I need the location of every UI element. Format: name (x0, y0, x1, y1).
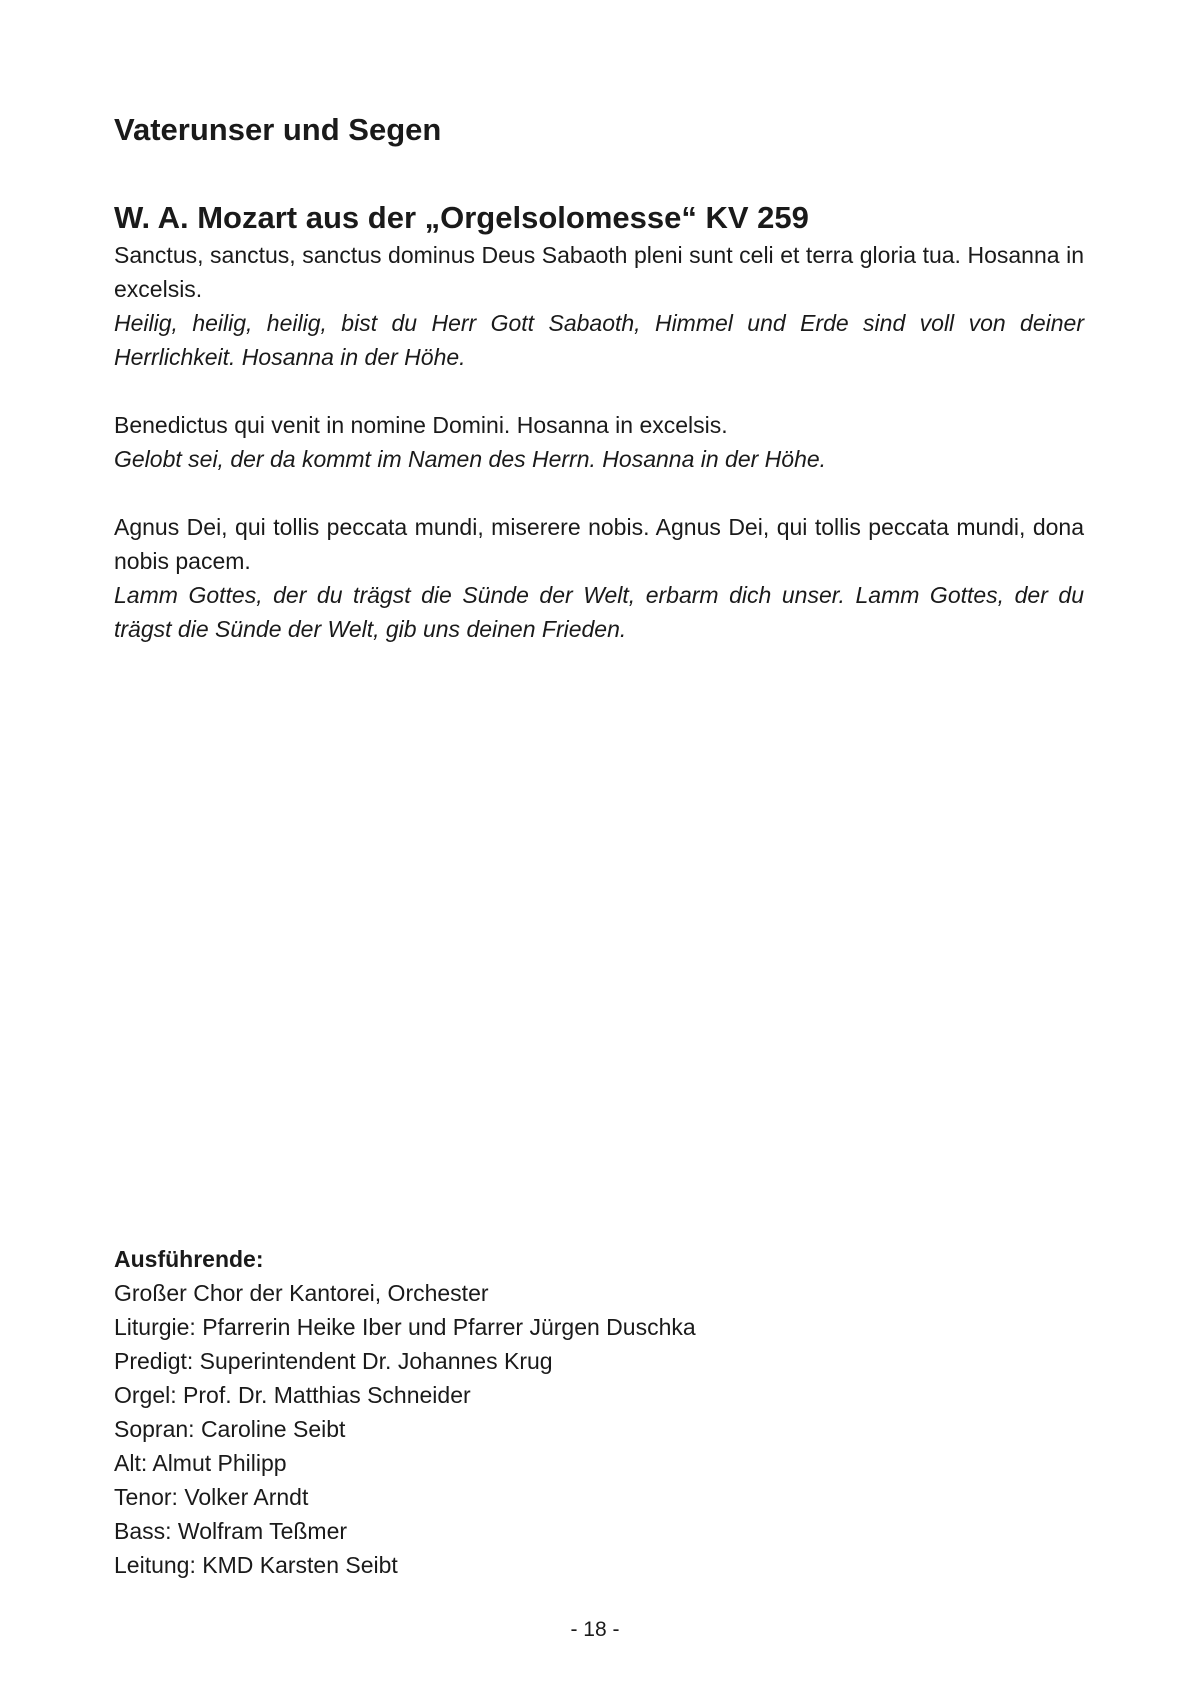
performer-line: Sopran: Caroline Seibt (114, 1416, 346, 1442)
latin-text-agnus-dei: Agnus Dei, qui tollis peccata mundi, miserere nobis. Agnus Dei, qui tollis peccata mundi, dona nobis pacem. (114, 514, 1084, 574)
german-text-benedictus: Gelobt sei, der da kommt im Namen des Herrn. Hosanna in der Höhe. (114, 446, 827, 472)
latin-text-sanctus: Sanctus, sanctus, sanctus dominus Deus Sabaoth pleni sunt celi et terra gloria tua. Hosanna in excelsis. (114, 242, 1084, 302)
performer-line: Liturgie: Pfarrerin Heike Iber und Pfarrer Jürgen Duschka (114, 1314, 696, 1340)
performer-line: Alt: Almut Philipp (114, 1450, 287, 1476)
performer-line: Großer Chor der Kantorei, Orchester (114, 1280, 489, 1306)
section-title: Vaterunser und Segen (114, 112, 442, 147)
performer-line: Bass: Wolfram Teßmer (114, 1518, 348, 1544)
page-number: - 18 - (570, 1618, 620, 1641)
piece-section (114, 198, 1084, 646)
performer-line: Orgel: Prof. Dr. Matthias Schneider (114, 1382, 471, 1408)
performers-label: Ausführende: (114, 1246, 264, 1272)
performer-line: Tenor: Volker Arndt (114, 1484, 309, 1510)
performer-line: Predigt: Superintendent Dr. Johannes Krug (114, 1348, 553, 1374)
german-text-sanctus: Heilig, heilig, heilig, bist du Herr Gott Sabaoth, Himmel und Erde sind voll von deiner Herrlichkeit. Hosanna in der Höhe. (114, 310, 1084, 370)
latin-text-benedictus: Benedictus qui venit in nomine Domini. Hosanna in excelsis. (114, 412, 728, 438)
paragraph-spacer (114, 476, 1084, 510)
performer-line: Leitung: KMD Karsten Seibt (114, 1552, 398, 1578)
german-text-agnus-dei: Lamm Gottes, der du trägst die Sünde der Welt, erbarm dich unser. Lamm Gottes, der du trägst die Sünde der Welt, gib uns deinen Frieden. (114, 582, 1084, 642)
performers-section (114, 1242, 1084, 1582)
paragraph-spacer (114, 374, 1084, 408)
piece-title: W. A. Mozart aus der „Orgelsolomesse“ KV 259 (114, 200, 809, 235)
